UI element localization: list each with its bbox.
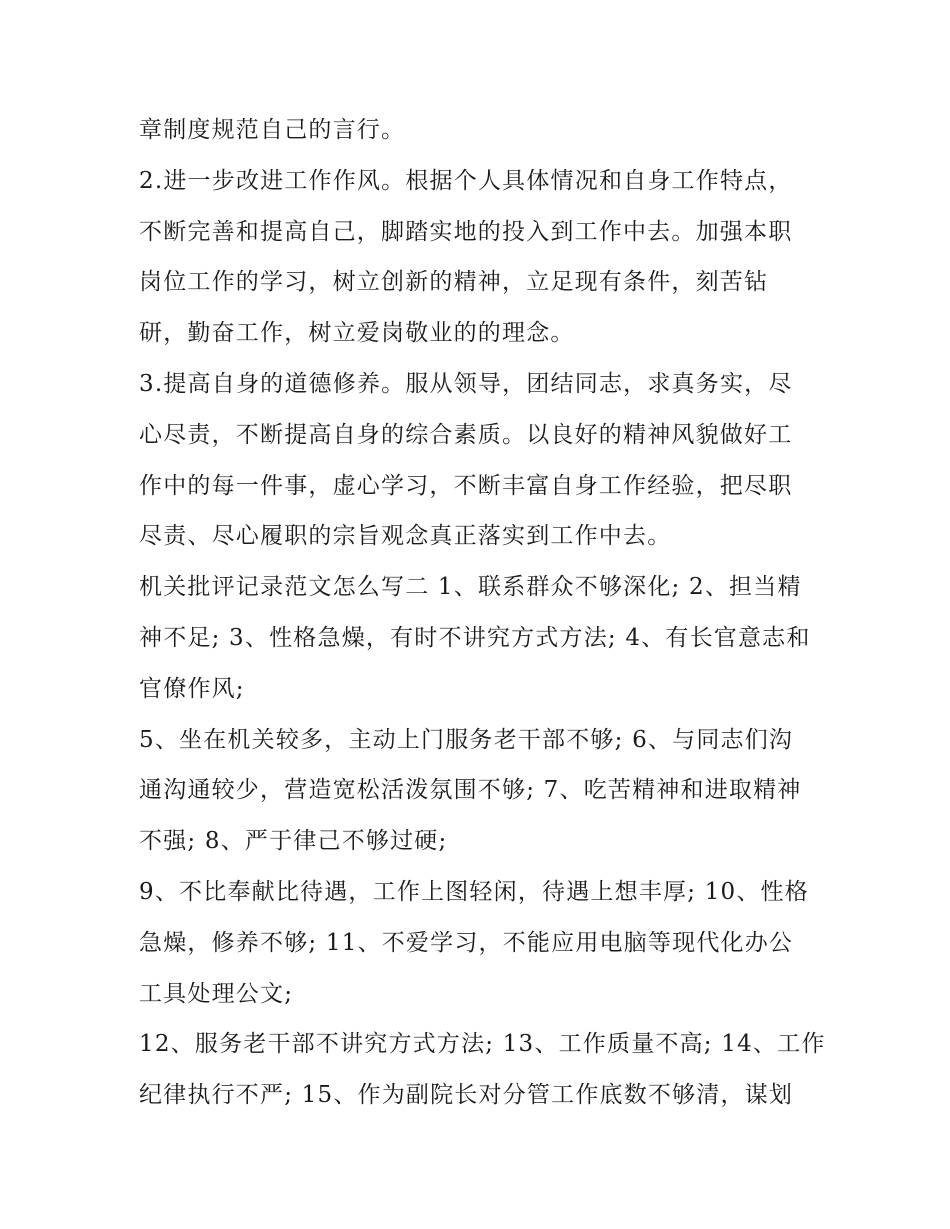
text-line: 2.进一步改进工作作风。根据个人具体情况和自身工作特点， [139, 167, 793, 194]
text-line: 12、服务老干部不讲究方式方法; 13、工作质量不高; 14、工作 [139, 1031, 826, 1058]
text-line: 工具处理公文; [139, 980, 294, 1007]
text-line: 不断完善和提高自己，脚踏实地的投入到工作中去。加强本职 [139, 218, 793, 245]
text-line: 纪律执行不严; 15、作为副院长对分管工作底数不够清，谋划 [139, 1082, 794, 1109]
text-line: 神不足; 3、性格急燥，有时不讲究方式方法; 4、有长官意志和 [139, 624, 811, 651]
text-line: 9、不比奉献比待遇，工作上图轻闲，待遇上想丰厚; 10、性格 [139, 878, 809, 905]
document-body [139, 105, 826, 1121]
text-line: 作中的每一件事，虚心学习，不断丰富自身工作经验，把尽职 [139, 472, 793, 499]
text-line: 5、坐在机关较多，主动上门服务老干部不够; 6、与同志们沟 [139, 726, 794, 753]
text-line: 机关批评记录范文怎么写二 1、联系群众不够深化; 2、担当精 [139, 574, 802, 601]
text-line: 不强; 8、严于律己不够过硬; [139, 828, 448, 855]
text-line: 官僚作风; [139, 675, 245, 702]
text-line: 尽责、尽心履职的宗旨观念真正落实到工作中去。 [139, 523, 672, 550]
text-line: 通沟通较少，营造宽松活泼氛围不够; 7、吃苦精神和进取精神 [139, 777, 802, 804]
text-line: 研，勤奋工作，树立爱岗敬业的的理念。 [139, 320, 575, 347]
text-line: 岗位工作的学习，树立创新的精神，立足现有条件，刻苦钻 [139, 269, 769, 296]
text-line: 心尽责，不断提高自身的综合素质。以良好的精神风貌做好工 [139, 421, 793, 448]
text-line: 章制度规范自己的言行。 [139, 117, 406, 143]
text-line: 急燥，修养不够; 11、不爱学习，不能应用电脑等现代化办公 [139, 929, 794, 956]
text-line: 3.提高自身的道德修养。服从领导，团结同志，求真务实，尽 [139, 370, 793, 397]
